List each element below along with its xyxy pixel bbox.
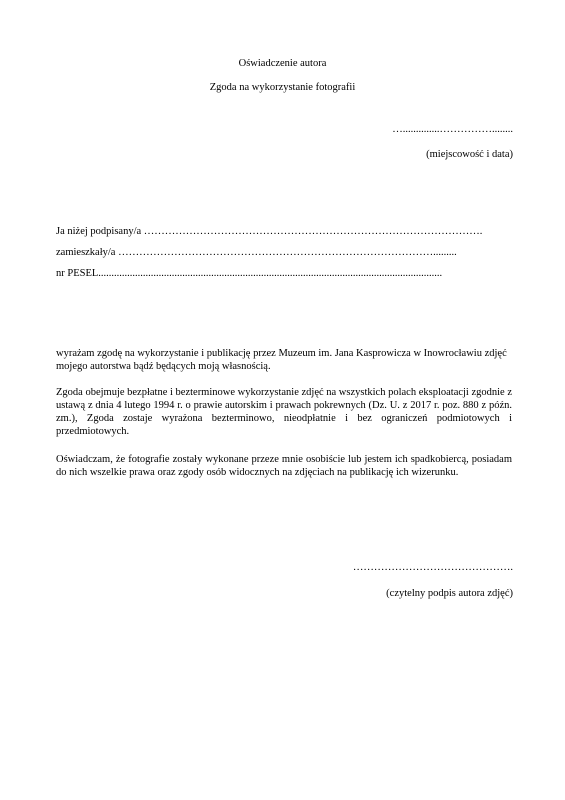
signature-caption: (czytelny podpis autora zdjęć) [386,588,513,599]
document-subtitle: Zgoda na wykorzystanie fotografii [209,82,356,93]
document-title: Oświadczenie autora [238,58,327,69]
scope-paragraph: Zgoda obejmuje bezpłatne i bezterminowe wykorzystanie zdjęć na wszystkich polach eksploatacji zgodnie z ustawą z dnia 4 lutego 1994 r. o prawie autorskim i prawach pokrewnych (Dz. U. z 2017 r. poz. 880 z późn. zm.), Zgoda zostaje wyrażona bezterminowo, nieodpłatnie i bez ograniczeń podmiotowych i przedmiotowych. [56,387,512,437]
place-date-line: …..............……………........ [392,124,513,135]
consent-paragraph: wyrażam zgodę na wykorzystanie i publikację przez Muzeum im. Jana Kasprowicza w Inowrocławiu zdjęć mojego autorstwa bądź będących moją własnością. [56,348,507,372]
pesel-field-line: nr PESEL................................................................................................................................... [56,268,443,279]
place-date-caption: (miejscowość i data) [426,149,513,160]
name-field-line: Ja niżej podpisany/a ……………………………………………………………………………………. [56,226,483,237]
declaration-paragraph: Oświadczam, że fotografie zostały wykonane przeze mnie osobiście lub jestem ich spadkobiercą, posiadam do nich wszelkie prawa oraz zgody osób widocznych na zdjęciach na publikację ich wizerunku. [56,454,512,478]
signature-line: ………………………………………. [352,562,513,573]
address-field-line: zamieszkały/a ………………………………………………………………………………......... [56,247,457,258]
